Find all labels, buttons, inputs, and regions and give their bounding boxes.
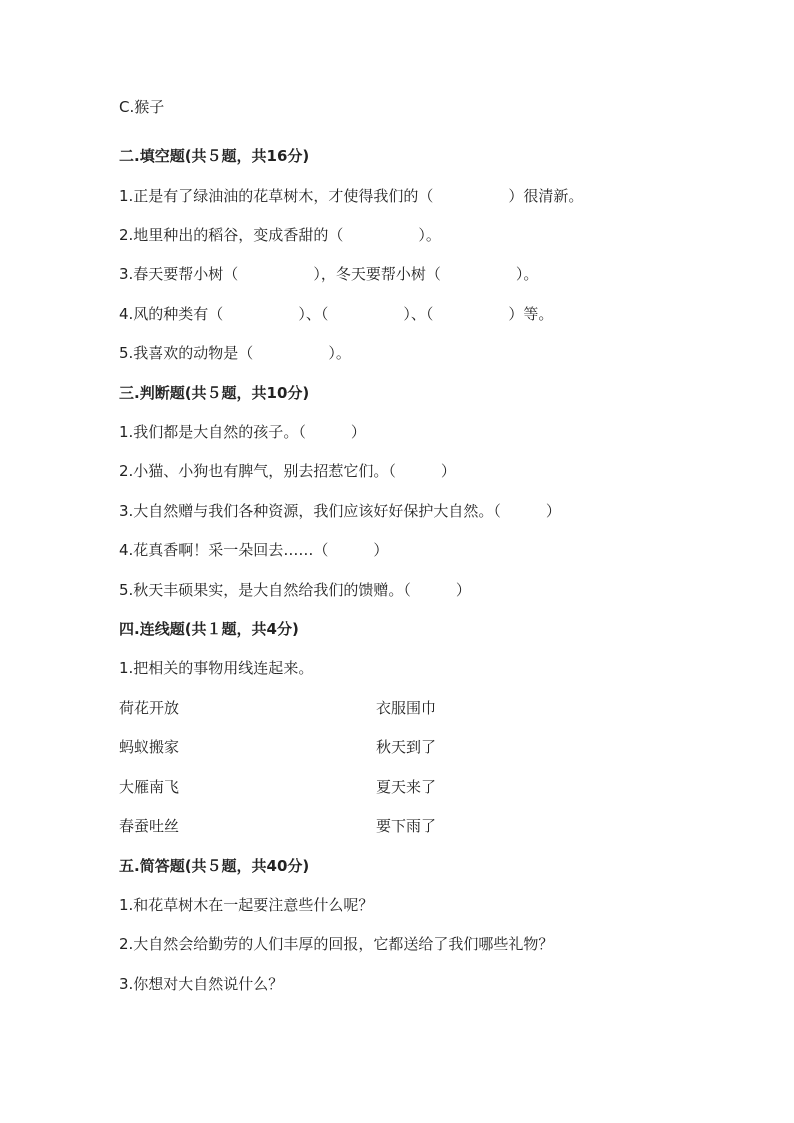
fill-question-4: 4.风的种类有（ ）、（ ）、（ ）等。 bbox=[119, 305, 554, 323]
judge-question-4: 4.花真香啊！采一朵回去……（ ） bbox=[119, 541, 389, 559]
fill-question-5: 5.我喜欢的动物是（ ）。 bbox=[119, 344, 351, 362]
section-2-heading: 二.填空题(共５题，共16分) bbox=[119, 147, 310, 165]
judge-question-1: 1.我们都是大自然的孩子。（ ） bbox=[119, 423, 366, 441]
match-right-item: 要下雨了 bbox=[376, 817, 437, 835]
match-left-item: 蚂蚁搬家 bbox=[119, 738, 180, 756]
section-3-heading: 三.判断题(共５题，共10分) bbox=[119, 384, 310, 402]
short-question-1: 1.和花草树木在一起要注意些什么呢？ bbox=[119, 896, 374, 914]
fill-question-3: 3.春天要帮小树（ ），冬天要帮小树（ ）。 bbox=[119, 265, 539, 283]
section-4-heading: 四.连线题(共１题，共4分) bbox=[119, 620, 299, 638]
judge-question-5: 5.秋天丰硕果实，是大自然给我们的馈赠。（ ） bbox=[119, 581, 471, 599]
match-right-item: 夏天来了 bbox=[376, 778, 437, 796]
fill-question-1: 1.正是有了绿油油的花草树木，才使得我们的（ ）很清新。 bbox=[119, 187, 584, 205]
option-c: C.猴子 bbox=[119, 98, 165, 116]
match-right-item: 衣服围巾 bbox=[376, 699, 437, 717]
section-5-heading: 五.简答题(共５题，共40分) bbox=[119, 857, 310, 875]
short-question-3: 3.你想对大自然说什么？ bbox=[119, 975, 284, 993]
match-right-item: 秋天到了 bbox=[376, 738, 437, 756]
match-left-item: 大雁南飞 bbox=[119, 778, 180, 796]
match-left-item: 荷花开放 bbox=[119, 699, 180, 717]
short-question-2: 2.大自然会给勤劳的人们丰厚的回报，它都送给了我们哪些礼物？ bbox=[119, 935, 554, 953]
match-question-1: 1.把相关的事物用线连起来。 bbox=[119, 659, 314, 677]
fill-question-2: 2.地里种出的稻谷，变成香甜的（ ）。 bbox=[119, 226, 441, 244]
judge-question-3: 3.大自然赠与我们各种资源，我们应该好好保护大自然。（ ） bbox=[119, 502, 561, 520]
judge-question-2: 2.小猫、小狗也有脾气，别去招惹它们。（ ） bbox=[119, 462, 456, 480]
match-left-item: 春蚕吐丝 bbox=[119, 817, 180, 835]
